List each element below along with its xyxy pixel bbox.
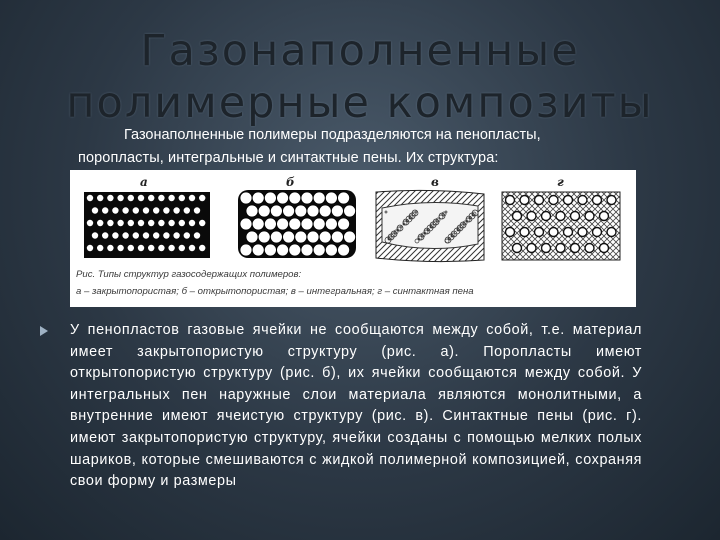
triangle-bullet-icon: [40, 326, 48, 336]
structure-v-integral: [376, 190, 484, 261]
figure-caption-legend: а – закрытопористая; б – открытопористая; в – интегральная; г – синтактная пена: [76, 286, 474, 297]
structure-drawings: [70, 170, 636, 270]
intro-paragraph: [78, 124, 648, 170]
slide-title-line-2: полимерные композиты: [66, 78, 654, 128]
structure-g-syntactic: [502, 192, 620, 260]
structure-figure: [70, 170, 636, 307]
intro-line-1: Газонаполненные полимеры подразделяются на пенопласты,: [124, 127, 541, 143]
body-paragraph: У пенопластов газовые ячейки не сообщаются между собой, т.е. материал имеет закрытопористую структуру (рис. а). Поропласты имеют открытопористую структуру (рис. б), их ячейки сообщаются между собой. У интегральных пен наружные слои материала являются монолитными, а внутренние имеют ячеистую структуру (рис. в). Синтактные пены (рис. г). имеют закрытопористую структуру, ячейки созданы с помощью мелких полых шариков, которые смешиваются с жидкой полимерной композицией, сохраняя свои форму и размеры: [70, 322, 642, 490]
figure-caption-title: Рис. Типы структур газосодержащих полимеров:: [76, 269, 302, 280]
intro-line-2: поропласты, интегральные и синтактные пены. Их структура:: [78, 150, 499, 166]
figure-label-b: б: [286, 175, 295, 189]
figure-label-v: в: [431, 175, 439, 189]
structure-a-closed-cell: [84, 192, 210, 258]
figure-label-a: а: [140, 175, 148, 189]
structure-b-open-cell: [238, 190, 356, 258]
figure-label-g: г: [557, 175, 564, 189]
slide-title-line-1: Газонаполненные: [140, 26, 580, 76]
